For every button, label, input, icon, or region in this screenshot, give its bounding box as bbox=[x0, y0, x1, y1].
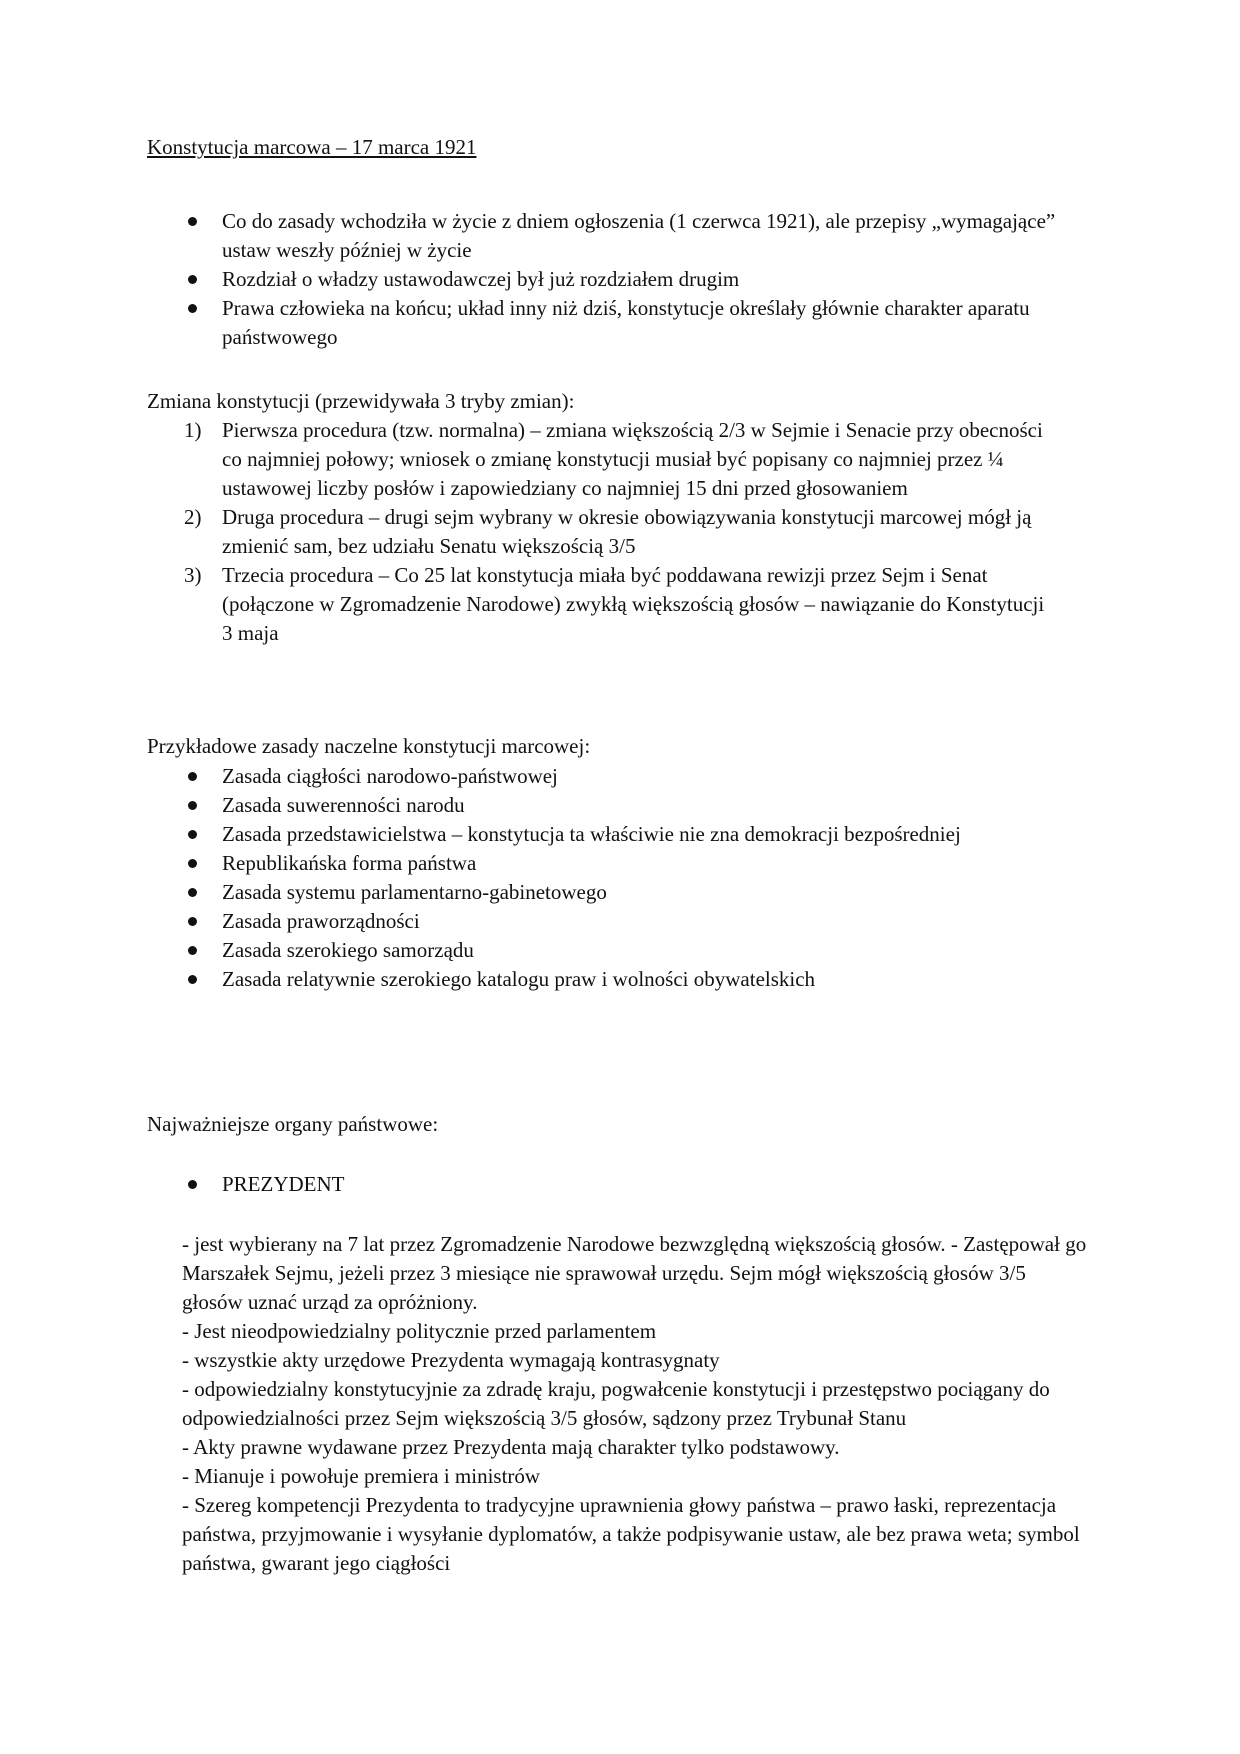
amendment-procedure-list bbox=[147, 416, 1052, 648]
list-item: Zasada praworządności bbox=[147, 907, 1027, 936]
bullet-icon bbox=[188, 801, 197, 810]
bullet-icon bbox=[188, 304, 197, 313]
list-item: Zasada szerokiego samorządu bbox=[147, 936, 1027, 965]
bullet-icon bbox=[188, 830, 197, 839]
bullet-icon bbox=[188, 888, 197, 897]
president-point: - Szereg kompetencji Prezydenta to tradycyjne uprawnienia głowy państwa – prawo łaski, reprezentacja państwa, przyjmowanie i wysyłanie dyplomatów, a także podpisywanie ustaw, ale bez prawa weta; symbol państwa, gwarant jego ciągłości bbox=[182, 1493, 1080, 1575]
organs-heading: Najważniejsze organy państwowe: bbox=[147, 1112, 439, 1136]
list-item: Zasada przedstawicielstwa – konstytucja ta właściwie nie zna demokracji bezpośredniej bbox=[147, 820, 1027, 849]
principles-heading: Przykładowe zasady naczelne konstytucji marcowej: bbox=[147, 734, 591, 758]
president-point: - Jest nieodpowiedzialny politycznie przed parlamentem bbox=[182, 1319, 657, 1343]
bullet-icon bbox=[188, 1180, 197, 1189]
list-item: Rozdział o władzy ustawodawczej był już rozdziałem drugim bbox=[147, 265, 1067, 294]
list-item: 2) Druga procedura – drugi sejm wybrany w okresie obowiązywania konstytucji marcowej mógł ją zmienić sam, bez udziału Senatu większością 3/5 bbox=[184, 505, 1032, 558]
list-item: 3) Trzecia procedura – Co 25 lat konstytucja miała być poddawana rewizji przez Sejm i Senat (połączone w Zgromadzenie Narodowe) zwykłą większością głosów – nawiązanie do Konstytucji 3 maja bbox=[184, 563, 1045, 645]
principles-bullet-list bbox=[147, 762, 1027, 994]
list-item: Prawa człowieka na końcu; układ inny niż dziś, konstytucje określały głównie charakter aparatu państwowego bbox=[147, 294, 1067, 352]
amendment-heading: Zmiana konstytucji (przewidywała 3 tryby zmian): bbox=[147, 389, 575, 413]
list-item: 1) Pierwsza procedura (tzw. normalna) – zmiana większością 2/3 w Sejmie i Senacie przy obecności co najmniej połowy; wniosek o zmianę konstytucji musiał być popisany co najmniej przez ¼ ustawowej liczby posłów i zapowiedziany co najmniej 15 dni przed głosowaniem bbox=[184, 418, 1043, 500]
bullet-icon bbox=[188, 772, 197, 781]
bullet-icon bbox=[188, 917, 197, 926]
list-item: Republikańska forma państwa bbox=[147, 849, 1027, 878]
list-item: Co do zasady wchodziła w życie z dniem ogłoszenia (1 czerwca 1921), ale przepisy „wymagające” ustaw weszły później w życie bbox=[147, 207, 1067, 265]
bullet-icon bbox=[188, 275, 197, 284]
bullet-icon bbox=[188, 859, 197, 868]
list-item: Zasada systemu parlamentarno-gabinetowego bbox=[147, 878, 1027, 907]
president-point: - Akty prawne wydawane przez Prezydenta mają charakter tylko podstawowy. bbox=[182, 1435, 840, 1459]
bullet-icon bbox=[188, 946, 197, 955]
president-point: - wszystkie akty urzędowe Prezydenta wymagają kontrasygnaty bbox=[182, 1348, 720, 1372]
organs-bullet-list bbox=[147, 1170, 1097, 1199]
president-points bbox=[182, 1230, 1087, 1578]
list-item: Zasada ciągłości narodowo-państwowej bbox=[147, 762, 1027, 791]
intro-bullet-list bbox=[147, 207, 1067, 352]
list-item: Zasada suwerenności narodu bbox=[147, 791, 1027, 820]
president-point: - odpowiedzialny konstytucyjnie za zdradę kraju, pogwałcenie konstytucji i przestępstwo pociągany do odpowiedzialności przez Sejm większością 3/5 głosów, sądzony przez Trybunał Stanu bbox=[182, 1377, 1050, 1430]
bullet-icon bbox=[188, 217, 197, 226]
document-title: Konstytucja marcowa – 17 marca 1921 bbox=[147, 135, 477, 159]
list-item: Zasada relatywnie szerokiego katalogu praw i wolności obywatelskich bbox=[147, 965, 1027, 994]
bullet-icon bbox=[188, 975, 197, 984]
president-point: - Mianuje i powołuje premiera i ministrów bbox=[182, 1464, 541, 1488]
list-item-president: PREZYDENT bbox=[147, 1170, 1097, 1199]
president-point: - jest wybierany na 7 lat przez Zgromadzenie Narodowe bezwzględną większością głosów. - Zastępował go Marszałek Sejmu, jeżeli przez 3 miesiące nie sprawował urzędu. Sejm mógł większością głosów 3/5 głosów uznać urząd za opróżniony. bbox=[182, 1232, 1087, 1314]
